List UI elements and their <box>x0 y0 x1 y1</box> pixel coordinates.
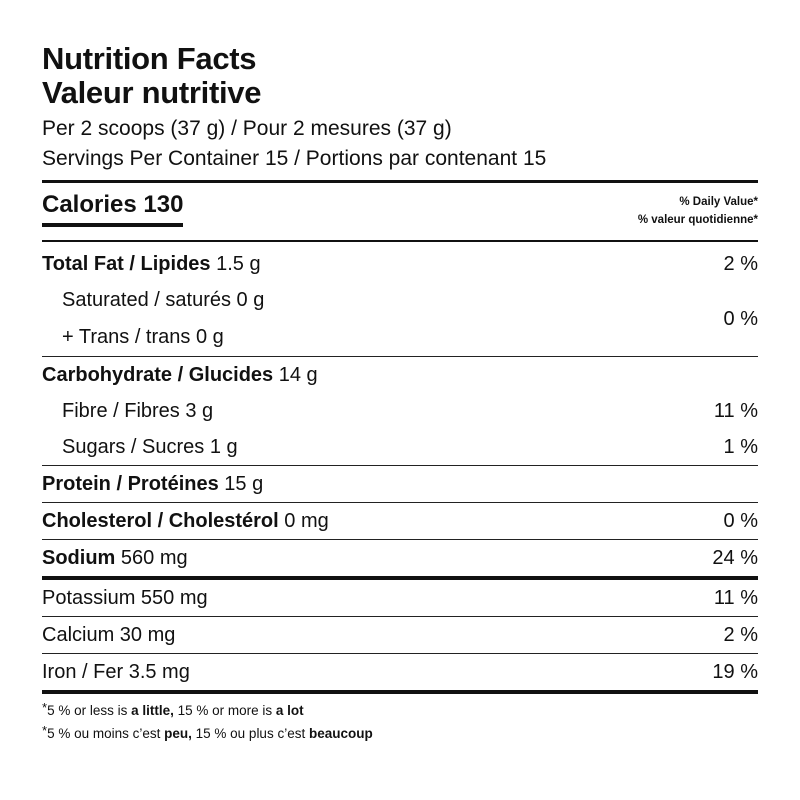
sugars-row <box>42 429 758 465</box>
total-fat-amount: 1.5 g <box>216 252 261 275</box>
fibre-label: Fibre / Fibres 3 g <box>62 399 214 422</box>
fibre-row <box>42 393 758 429</box>
iron-label: Iron / Fer 3.5 mg <box>42 660 190 683</box>
total-fat-row <box>42 246 758 282</box>
sat-trans-dv: 0 % <box>723 307 758 330</box>
iron-dv: 19 % <box>712 660 758 683</box>
sodium-amount: 560 mg <box>120 546 188 569</box>
servings-per-container: Servings Per Container 15 / Portions par contenant 15 <box>42 147 547 170</box>
cholesterol-amount: 0 mg <box>284 509 329 532</box>
fibre-dv: 11 % <box>713 399 758 422</box>
sodium-name: Sodium <box>42 546 116 569</box>
serving-size: Per 2 scoops (37 g) / Pour 2 mesures (37 g) <box>42 117 452 140</box>
title-en: Nutrition Facts <box>42 41 257 76</box>
calcium-label: Calcium 30 mg <box>42 623 176 646</box>
carbohydrate-amount: 14 g <box>278 363 318 386</box>
potassium-label: Potassium 550 mg <box>42 586 208 609</box>
carbohydrate-row <box>42 357 758 393</box>
trans-fat: + Trans / trans 0 g <box>62 326 224 348</box>
potassium-dv: 11 % <box>713 586 758 609</box>
title-fr: Valeur nutritive <box>42 75 262 110</box>
sugars-label: Sugars / Sucres 1 g <box>62 435 238 458</box>
calcium-dv: 2 % <box>723 623 758 646</box>
nutrition-facts-label <box>42 42 758 744</box>
cholesterol-name: Cholesterol / Cholestérol <box>42 509 279 532</box>
daily-value-header-fr: % valeur quotidienne* <box>637 214 758 226</box>
divider-thick <box>42 690 758 694</box>
sat-trans-group <box>42 282 758 356</box>
protein-amount: 15 g <box>224 472 264 495</box>
cholesterol-dv: 0 % <box>723 509 758 532</box>
footnote-en: *5 % or less is a little, 15 % or more is a lot <box>42 700 304 718</box>
footnote-fr: *5 % ou moins c’est peu, 15 % ou plus c’est beaucoup <box>42 723 373 741</box>
total-fat-name: Total Fat / Lipides <box>42 252 211 275</box>
calories-row <box>42 183 758 240</box>
daily-value-header-en: % Daily Value* <box>679 196 758 208</box>
cholesterol-row <box>42 503 758 539</box>
protein-name: Protein / Protéines <box>42 472 219 495</box>
sodium-dv: 24 % <box>712 546 758 569</box>
iron-row <box>42 654 758 690</box>
sodium-row <box>42 540 758 576</box>
saturated-fat: Saturated / saturés 0 g <box>62 289 265 311</box>
potassium-row <box>42 580 758 616</box>
footnote <box>42 698 758 744</box>
sugars-dv: 1 % <box>723 435 758 458</box>
daily-value-header <box>638 193 758 229</box>
protein-row <box>42 466 758 502</box>
calcium-row <box>42 617 758 653</box>
carbohydrate-name: Carbohydrate / Glucides <box>42 363 274 386</box>
total-fat-dv: 2 % <box>723 252 758 275</box>
calories-value: Calories 130 <box>42 191 183 227</box>
